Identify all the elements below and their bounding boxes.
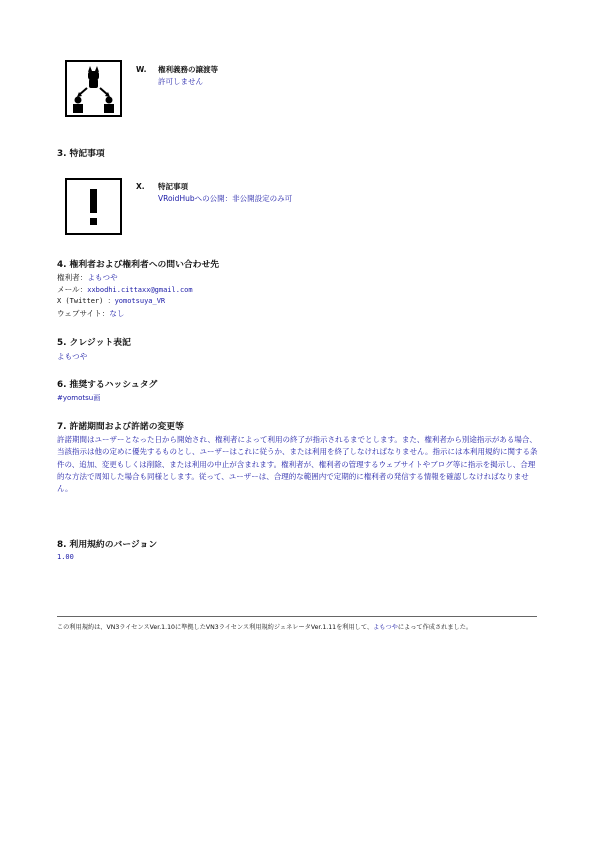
website-row: ウェブサイト：なし [57, 309, 125, 318]
footer-author-link[interactable]: よもつや [373, 624, 398, 631]
credit-text: よもつや [57, 352, 88, 361]
website-value: なし [109, 309, 125, 318]
rights-holder-row: 権利者：よもつや [57, 273, 118, 282]
section-7-title: 7. 許諾期間および許諾の変更等 [57, 422, 184, 432]
exclamation-icon [65, 178, 122, 235]
email-link[interactable]: xxbodhi.cittaxx@gmail.com [87, 286, 193, 294]
twitter-row: X (Twitter) ：yomotsuya_VR [57, 297, 166, 305]
section-8-title: 8. 利用規約のバージョン [57, 540, 158, 550]
section-5-title: 5. クレジット表記 [57, 338, 131, 348]
email-row: メール：xxbodhi.cittaxx@gmail.com [57, 285, 193, 294]
license-period-text: 許諾期間はユーザーとなった日から開始され、権利者によって利用の終了が指示されるまでとします。また、権利者から別途指示がある場合、当該指示は他の定めに優先するものとし、ユーザーはこれに従うか、または利用を終了しなければなりません。指示には本利用規約に関する条件の、追加、変更もしくは削除、または利用の中止が含まれます。権利者が、権利者の管理するウェブサイトやブログ等に指示を掲示し、合理的な方法で周知した場合も同様とします。従って、ユーザーは、合理的な範囲内で定期的に権利者の発信する情報を確認しなければなりません。 [57, 435, 538, 494]
footer-note: この利用規約は、VN3ライセンスVer.1.10に準拠したVN3ライセンス利用規約ジェネレータVer.1.11を利用して、よもつやによって作成されました。 [57, 624, 473, 631]
hashtag-link[interactable]: #yomotsu画 [57, 394, 101, 402]
section-3-title: 3. 特記事項 [57, 149, 105, 159]
section-4-title: 4. 権利者および権利者への問い合わせ先 [57, 260, 220, 270]
rights-holder-link[interactable]: よもつや [87, 273, 118, 282]
clause-w-heading: W. 権利義務の譲渡等 [136, 65, 218, 74]
footer-divider [57, 616, 537, 617]
transfer-rights-icon [65, 60, 122, 117]
version-number: 1.00 [57, 553, 74, 561]
clause-x-value: VRoidHubへの公開：非公開設定のみ可 [158, 194, 293, 203]
clause-x-heading: X. 特記事項 [136, 182, 188, 191]
section-6-title: 6. 推奨するハッシュタグ [57, 380, 158, 390]
clause-w-value: 許可しません [158, 77, 203, 86]
twitter-link[interactable]: yomotsuya_VR [114, 297, 166, 305]
